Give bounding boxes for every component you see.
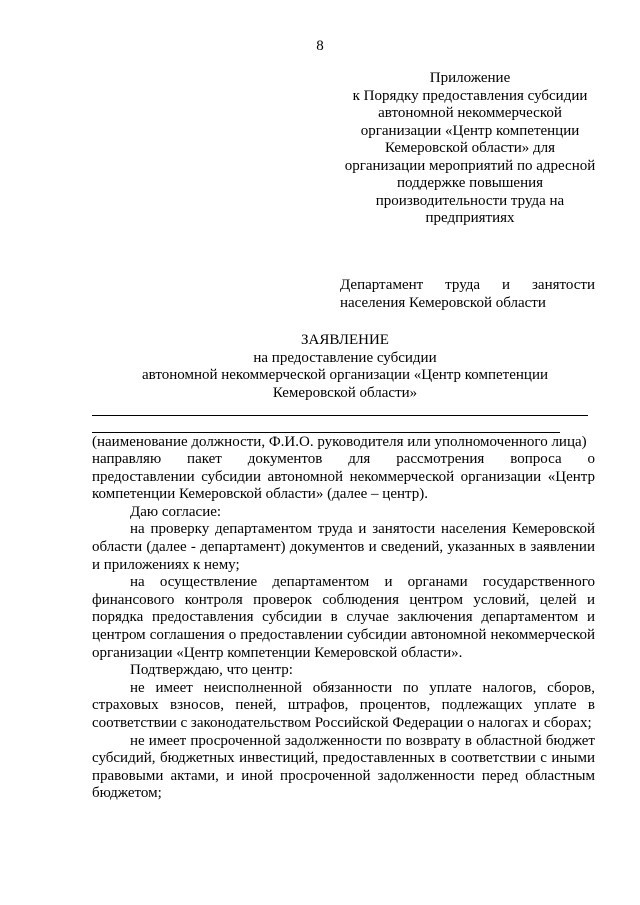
fill-in-line (92, 415, 588, 416)
appendix-line: предприятиях (425, 210, 515, 226)
page-number: 8 (316, 38, 324, 54)
intro-word: документов (247, 451, 323, 467)
intro-word: о (587, 451, 595, 467)
application-body (92, 451, 595, 803)
consent-heading: Даю согласие: (130, 503, 222, 520)
recipient-word: Департамент (340, 277, 424, 293)
recipient-line-2: населения Кемеровской области (340, 294, 546, 311)
appendix-line: организации мероприятий по адресной (344, 157, 596, 174)
intro-word: вопроса (510, 451, 562, 467)
appendix-line: автономной некоммерческой (378, 105, 562, 121)
document-title (0, 332, 640, 402)
intro-word: направляю (92, 451, 162, 467)
recipient-word: занятости (531, 277, 595, 293)
recipient-word: труда (445, 277, 481, 293)
consent-item: на проверку департаментом труда и занятости населения Кемеровской области (далее - департамент) документов и сведений, указанных в заявлении и приложениях к нему; (92, 521, 595, 573)
intro-paragraph: предоставлении субсидии автономной некоммерческой организации «Центр компетенции Кемеровской области» (далее – центр). (92, 468, 595, 503)
recipient-word: и (502, 277, 511, 293)
intro-word: рассмотрения (396, 451, 485, 467)
appendix-reference (340, 70, 600, 228)
field-caption: (наименование должности, Ф.И.О. руководителя или уполномоченного лица) (92, 434, 587, 450)
recipient-block (340, 277, 595, 312)
intro-word: пакет (187, 451, 222, 467)
appendix-line: к Порядку предоставления субсидии (352, 87, 588, 104)
title-heading: ЗАЯВЛЕНИЕ (301, 332, 389, 348)
appendix-line: Приложение (429, 70, 511, 86)
consent-item: на осуществление департаментом и органами государственного финансового контроля проверок соблюдения центром условий, целей и порядка предоставления субсидии в случае заключения департаментом и центром соглашения о предоставлении субсидии автономной некоммерческой организации «Центр компетенции Кемеровской области». (92, 574, 595, 661)
title-subtitle-line: на предоставление субсидии (253, 349, 437, 366)
appendix-line: организации «Центр компетенции (360, 122, 580, 139)
appendix-line: поддержке повышения (396, 175, 544, 191)
intro-first-line (92, 451, 595, 469)
appendix-line: производительности труда на (375, 192, 565, 209)
title-subtitle-line: Кемеровской области» (272, 384, 418, 401)
appendix-line: Кемеровской области» для (384, 140, 556, 156)
confirm-heading: Подтверждаю, что центр: (130, 662, 293, 679)
fill-in-line (92, 432, 560, 433)
title-subtitle-line: автономной некоммерческой организации «Центр компетенции (141, 367, 549, 383)
confirm-item: не имеет неисполненной обязанности по уплате налогов, сборов, страховых взносов, пеней, штрафов, процентов, подлежащих уплате в соответствии с законодательством Российской Федерации о налогах и сборах; (92, 679, 595, 731)
intro-word: для (348, 451, 371, 467)
confirm-item: не имеет просроченной задолженности по возврату в областной бюджет субсидий, бюджетных инвестиций, предоставленных в соответствии с иными правовыми актами, и иной просроченной задолженности перед областным бюджетом; (92, 732, 595, 802)
recipient-line-1 (340, 277, 595, 295)
